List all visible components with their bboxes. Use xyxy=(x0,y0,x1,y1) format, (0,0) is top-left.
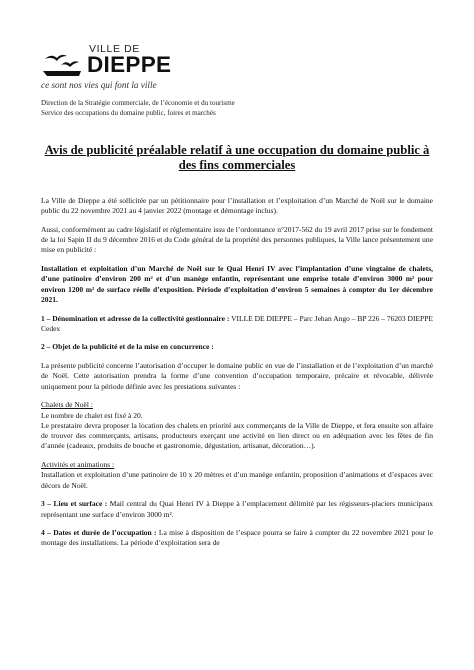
document-body xyxy=(41,196,433,557)
section-3-heading: 3 – Lieu et surface : xyxy=(41,499,108,509)
section-4-heading: 4 – Dates et durée de l’occupation : xyxy=(41,528,157,538)
chalets-heading: Chalets de Noël : xyxy=(41,400,93,410)
section-1-text: VILLE DE DIEPPE – Parc Jehan Ango – BP 226 – 76203 DIEPPE Cedex xyxy=(41,313,433,333)
intro-paragraph: La Ville de Dieppe a été sollicitée par un pétitionnaire pour l’installation et l’exploitation d’un Marché de Noël sur le domaine public du 22 novembre 2021 au 4 janvier 2022 (montage et démontage inclus). xyxy=(41,196,433,216)
document-title: Avis de publicité préalable relatif à une occupation du domaine public à des fins commerciales xyxy=(44,143,430,172)
activites-heading: Activités et animations : xyxy=(41,460,115,470)
object-summary: Installation et exploitation d’un Marché de Noël sur le Quai Henri IV avec l’implantation d’une vingtaine de chalets, d’une patinoire d’environ 200 m² et d’un manège enfantin, représentant une emprise totale d’environ 3000 m² pour environ 1200 m² de surface réelle d’exposition. Période d’exploitation d’environ 5 semaines à compter du 1er décembre 2021. xyxy=(41,264,433,304)
service-header xyxy=(41,98,235,118)
seagull-logo-icon xyxy=(41,45,87,79)
section-3-text: Mail central du Quai Henri IV à Dieppe à l’emplacement délimité par les régisseurs-placiers municipaux représentant une surface d’environ 3000 m². xyxy=(41,499,433,519)
section-3 xyxy=(41,499,433,520)
section-2-heading: 2 – Objet de la publicité et de la mise en concurrence : xyxy=(41,342,214,352)
section-4 xyxy=(41,528,433,549)
direction-line: Direction de la Stratégie commerciale, de l’économie et du tourisme xyxy=(41,99,235,107)
service-line: Service des occupations du domaine public, foires et marchés xyxy=(41,109,216,117)
logo-tagline: ce sont nos vies qui font la ville xyxy=(41,80,157,90)
section-4-text: La mise à disposition de l’espace pourra se faire à compter du 22 novembre 2021 pour le montage des installations. La période d’exploitation sera de xyxy=(41,528,433,548)
logo-ville-de: VILLE DE xyxy=(89,43,140,55)
chalets-count: Le nombre de chalet est fixé à 20. xyxy=(41,410,143,420)
section-1-heading: 1 – Dénomination et adresse de la collectivité gestionnaire : xyxy=(41,313,230,323)
section-2-text: La présente publicité concerne l’autorisation d’occuper le domaine public en vue de l’installation et de l’exploitation d’un marché de Noël. Cette autorisation prendra la forme d’une convention d’occupation temporaire, précaire et révocable, délivrée uniquement pour la période définie avec les prestations suivantes : xyxy=(41,361,433,391)
chalets-text: Le prestataire devra proposer la location des chalets en priorité aux commerçants de la Ville de Dieppe, et fera ensuite son affaire de trouver des commerçants, artisans, producteurs exerçant une activité en lien direct ou en adéquation avec les fêtes de fin d’année (cadeaux, produits de bouche et gastronomie, dégustation, artisanat, décoration…). xyxy=(41,420,433,451)
section-1 xyxy=(41,314,433,335)
activites-text: Installation et exploitation d’une patinoire de 10 x 20 mètres et d’un manège enfantin, proposition d’animations et d’espaces avec décors de Noël. xyxy=(41,470,433,490)
logo-dieppe: DIEPPE xyxy=(87,52,172,77)
legal-paragraph: Aussi, conformément au cadre législatif et réglementaire issu de l’ordonnance n°2017-562 du 19 avril 2017 prise sur le fondement de la loi Sapin II du 9 décembre 2016 et du Code général de la propriété des personnes publiques, la Ville lance présentement une mise en publicité : xyxy=(41,224,433,255)
